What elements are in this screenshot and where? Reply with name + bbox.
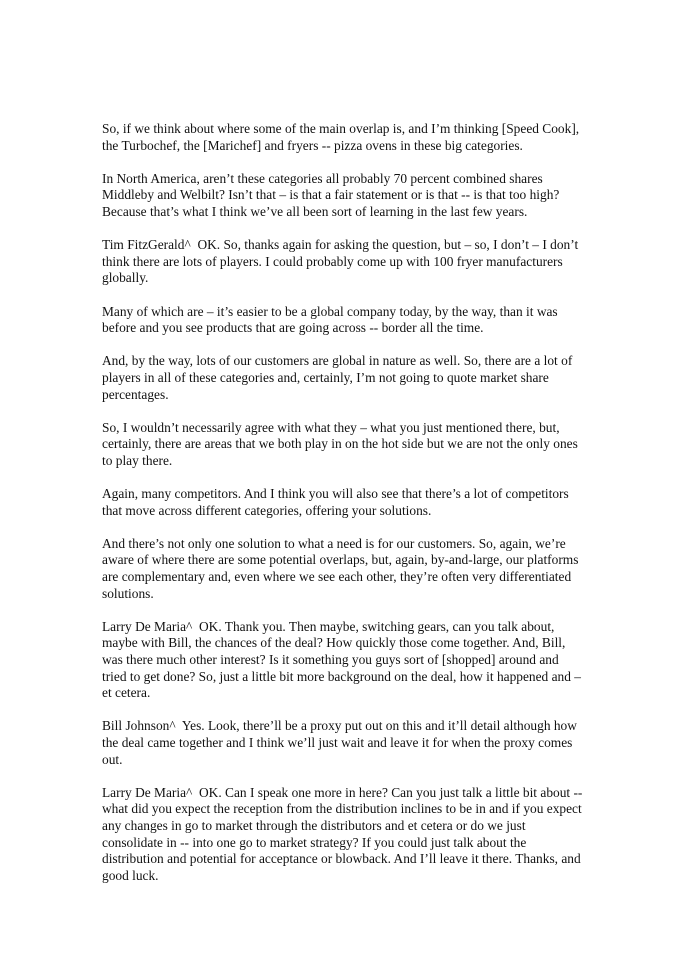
transcript-paragraph (102, 718, 584, 768)
transcript-page (102, 121, 584, 901)
transcript-paragraph (102, 420, 584, 470)
paragraph-text: OK. Thank you. Then maybe, switching gears, can you talk about, maybe with Bill, the chances of the deal? How quickly those come together. And, Bill, was there much other interest? Is it something you guys sort of [shopped] around and tried to get done? So, just a little bit more background on the deal, how it happened and – et cetera. (102, 618, 581, 701)
paragraph-text: Yes. Look, there’ll be a proxy put out on this and it’ll detail although how the deal came together and I think we’ll just wait and leave it for when the proxy comes out. (102, 718, 577, 767)
paragraph-text: Many of which are – it’s easier to be a global company today, by the way, than it was before and you see products that are going across -- border all the time. (102, 303, 558, 336)
speaker-name: Larry De Maria^ (102, 618, 199, 634)
transcript-paragraph (102, 121, 584, 154)
paragraph-text: And there’s not only one solution to what a need is for our customers. So, again, we’re aware of where there are some potential overlaps, but, again, by-and-large, our platforms are complementary and, even where we see each other, they’re often very differentiated solutions. (102, 535, 579, 601)
speaker-name: Larry De Maria^ (102, 784, 199, 800)
transcript-paragraph (102, 486, 584, 519)
paragraph-text: OK. Can I speak one more in here? Can you just talk a little bit about -- what did you expect the reception from the distribution inclines to be in and if you expect any changes in go to market through the distributors and et cetera or do we just consolidate in -- into one go to market strategy? If you could just talk about the distribution and potential for acceptance or blowback. And I’ll leave it there. Thanks, and good luck. (102, 784, 583, 883)
transcript-paragraph (102, 785, 584, 885)
transcript-paragraph (102, 304, 584, 337)
paragraph-text: And, by the way, lots of our customers are global in nature as well. So, there are a lot of players in all of these categories and, certainly, I’m not going to quote market share percentages. (102, 353, 573, 402)
paragraph-text: OK. So, thanks again for asking the question, but – so, I don’t – I don’t think there are lots of players. I could probably come up with 100 fryer manufacturers globally. (102, 237, 579, 286)
paragraph-text: So, if we think about where some of the main overlap is, and I’m thinking [Speed Cook], the Turbochef, the [Marichef] and fryers -- pizza ovens in these big categories. (102, 121, 580, 153)
transcript-paragraph (102, 171, 584, 221)
speaker-name: Bill Johnson^ (102, 718, 182, 734)
transcript-paragraph (102, 237, 584, 287)
transcript-paragraph (102, 619, 584, 702)
transcript-paragraph (102, 353, 584, 403)
paragraph-text: In North America, aren’t these categories all probably 70 percent combined shares Middleby and Welbilt? Isn’t that – is that a fair statement or is that -- is that too high? Because that’s what I think we’ve all been sort of learning in the last few years. (102, 170, 560, 219)
paragraph-text: Again, many competitors. And I think you will also see that there’s a lot of competitors that move across different categories, offering your solutions. (102, 486, 569, 518)
transcript-paragraph (102, 536, 584, 602)
speaker-name: Tim FitzGerald^ (102, 237, 198, 253)
paragraph-text: So, I wouldn’t necessarily agree with what they – what you just mentioned there, but, certainly, there are areas that we both play in on the hot side but we are not the only ones to play there. (102, 419, 578, 468)
